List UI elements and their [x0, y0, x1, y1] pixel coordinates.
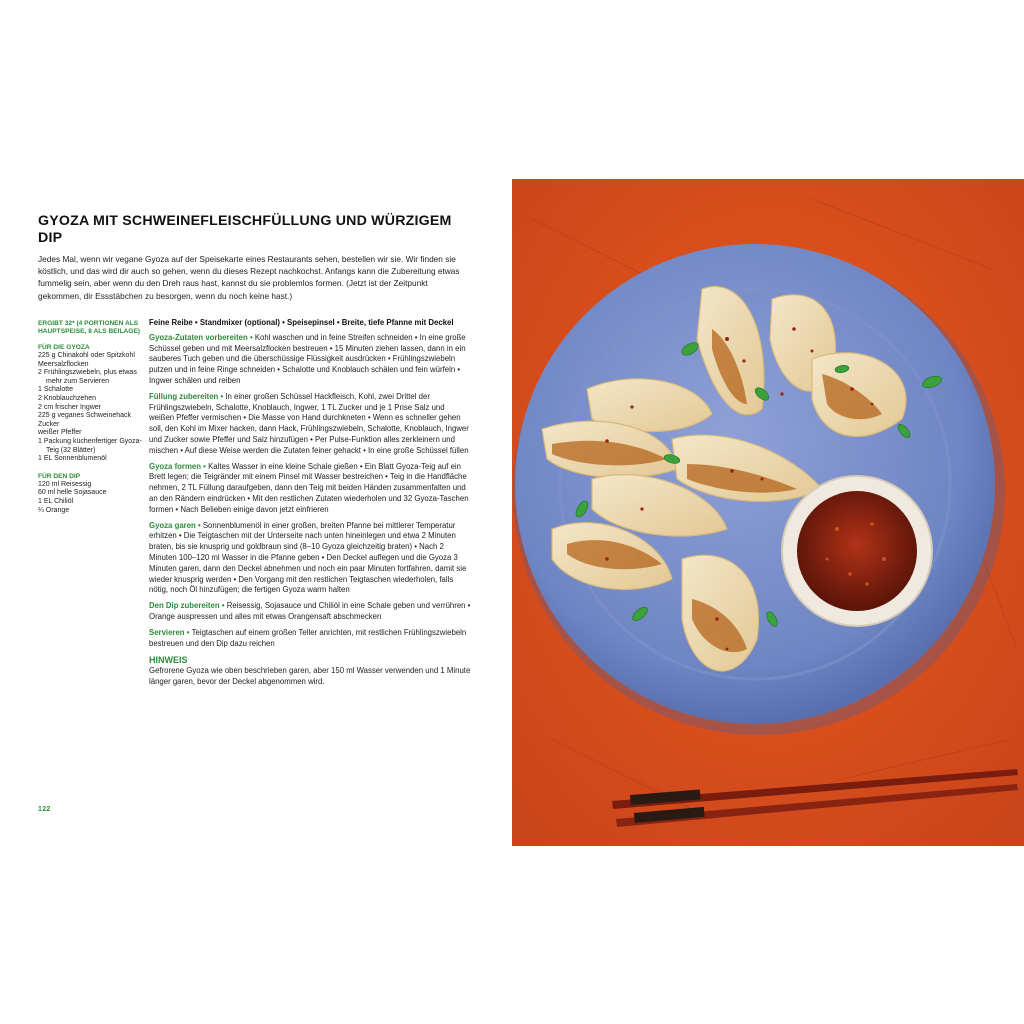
- step-title: Den Dip zubereiten: [149, 601, 220, 611]
- gyoza-ingredients-heading: FÜR DIE GYOZA: [38, 344, 90, 351]
- ingredient-item: 60 ml helle Sojasauce: [38, 489, 107, 497]
- step-title: Servieren: [149, 627, 185, 637]
- chili-dip-sauce: [797, 491, 917, 611]
- method-step: [149, 333, 471, 387]
- gyoza-ingredients-list: [38, 352, 142, 464]
- step-text: In einer großen Schüssel Hackfleisch, Kohl, zwei Drittel der Frühlingszwiebeln, Schalotte, Knoblauch, Ingwer, 1 TL Zucker und je 1 Prise Salz und weißen Pfeffer vermischen • Die Masse von Hand durchkneten • Wenn es schneller gehen soll, den Kohl im Mixer hacken, dann Hack, Frühlingszwiebeln, Schalotte, Knoblauch, Ingwer und Zucker sowie Pfeffer und Salz hinzufügen • Per Pulse-Funktion alles zerkleinern und mischen • Auf diese Weise werden die Zutaten feiner gehackt • In eine große Schüssel füllen: [149, 391, 469, 455]
- step-title: Gyoza formen: [149, 461, 201, 471]
- gyoza-plate-photo: [512, 179, 1024, 846]
- dip-ingredients-heading: FÜR DEN DIP: [38, 472, 81, 480]
- step-text: Sonnenblumenöl in einer großen, breiten Pfanne bei mittlerer Temperatur erhitzen • Die Teigtaschen mit der Unterseite nach unten hineinlegen und etwa 2 Minuten braten, bis sie knusprig und goldbraun sind (8–10 Gyoza gleichzeitig braten) • Nach 2 Minuten 100–120 ml Wasser in die Pfanne geben • Den Deckel auflegen und die Gyoza 3 Minuten garen, dann den Deckel abnehmen und noch ein paar Minuten fortfahren, damit sie wieder knusprig werden • Den Vorgang mit den restlichen Teigtaschen wiederholen, falls nötig, noch Öl hinzufügen; die fertigen Gyoza warm halten: [149, 520, 467, 595]
- ingredient-item: 2 Knoblauchzehen: [38, 394, 96, 402]
- recipe-intro: Jedes Mal, wenn wir vegane Gyoza auf der Speisekarte eines Restaurants sehen, bestellen wir sie. Wir finden sie köstlich, und das wird dir auch so gehen, wenn du dieses Rezept nachkochst. Anfangs kann die Zubereitung etwas fummelig sein, aber wenn du den Dreh raus hast, kannst du sie problemlos formen. (Jetzt ist der Zeitpunkt gekommen, dir Essstäbchen zu besorgen, wenn du noch keine hast.): [38, 254, 460, 301]
- method-step: [149, 392, 471, 457]
- separator-bullet: •: [218, 391, 226, 401]
- step-text: Reisessig, Sojasauce und Chiliöl in eine Schale geben und verrühren • Orange auspressen und alles mit etwas Orangensaft abschmecken: [149, 601, 471, 621]
- separator-bullet: •: [247, 332, 255, 342]
- ingredient-item: weißer Pfeffer: [38, 429, 82, 437]
- step-title: Gyoza-Zutaten vorbereiten: [149, 332, 248, 342]
- ingredient-item: Zucker: [38, 420, 60, 428]
- method-step: [149, 601, 471, 623]
- hint-text: Gefrorene Gyoza wie oben beschrieben garen, aber 150 ml Wasser verwenden und 1 Minute länger garen, bevor der Deckel abgenommen wird.: [149, 666, 471, 687]
- step-title: Gyoza garen: [149, 520, 196, 530]
- recipe-title: GYOZA MIT SCHWEINEFLEISCHFÜLLUNG UND WÜRZIGEM DIP: [38, 213, 452, 246]
- yield-info: ERGIBT 32* (4 PORTIONEN ALS HAUPTSPEISE, 8 ALS BEILAGE): [38, 320, 140, 335]
- ingredient-item: 1 Packung küchenfertiger Gyoza-Teig (32 Blätter): [38, 437, 142, 454]
- ingredients-sidebar: [38, 320, 142, 523]
- separator-bullet: •: [195, 520, 203, 530]
- method-step: [149, 628, 471, 650]
- ingredient-item: 1 Schalotte: [38, 386, 74, 394]
- separator-bullet: •: [201, 461, 209, 471]
- method-column: [149, 318, 471, 688]
- ingredient-item: 1 EL Sonnenblumenöl: [38, 455, 107, 463]
- ingredient-item: 120 ml Reisessig: [38, 480, 92, 488]
- step-title: Füllung zubereiten: [149, 391, 219, 401]
- separator-bullet: •: [184, 627, 192, 637]
- ingredient-item: 2 cm frischer Ingwer: [38, 403, 102, 411]
- page-number: 122: [38, 806, 51, 813]
- separator-bullet: •: [219, 601, 227, 611]
- ingredient-item: 2 Frühlingszwiebeln, plus etwas mehr zum Servieren: [38, 369, 137, 385]
- ingredient-item: ¼ Orange: [38, 506, 70, 514]
- food-photo-illustration: [512, 179, 1024, 846]
- ingredient-item: 1 EL Chiliöl: [38, 497, 74, 505]
- ingredient-item: 225 g veganes Schweinehack: [38, 412, 132, 420]
- ingredient-item: Meersalzflocken: [38, 360, 89, 368]
- method-step: [149, 462, 471, 516]
- hint-heading: HINWEIS: [149, 655, 188, 666]
- method-step: [149, 521, 471, 597]
- step-text: Teigtaschen auf einem großen Teller anrichten, mit restlichen Frühlingszwiebeln bestreuen und den Dip dazu reichen: [149, 627, 467, 648]
- dip-ingredients-list: [38, 481, 142, 515]
- equipment-line: Feine Reibe • Standmixer (optional) • Speisepinsel • Breite, tiefe Pfanne mit Deckel: [149, 318, 454, 327]
- step-text: Kaltes Wasser in eine kleine Schale gießen • Ein Blatt Gyoza-Teig auf ein Brett legen; die Teigränder mit einem Pinsel mit Wasser bestreichen • Teig in die Handfläche nehmen, 2 TL Füllung daraufgeben, dann den Teig mit beiden Händen zusammenfalten und an den Rändern eindrücken • Mit den restlichen Zutaten wiederholen und 32 Gyoza-Taschen formen • Nach Belieben einige davon jetzt einfrieren: [149, 461, 469, 514]
- ingredient-item: 225 g Chinakohl oder Spitzkohl: [38, 352, 135, 359]
- step-text: Kohl waschen und in feine Streifen schneiden • In eine große Schüssel geben und mit Meersalzflocken bestreuen • 15 Minuten ziehen lassen, dann in ein sauberes Tuch geben und die überschüssige Flüssigkeit ausdrücken • Frühlingszwiebeln putzen und in feine Ringe schneiden • Schalotte und Knoblauch schälen und fein würfeln • Ingwer schälen und reiben: [149, 332, 466, 385]
